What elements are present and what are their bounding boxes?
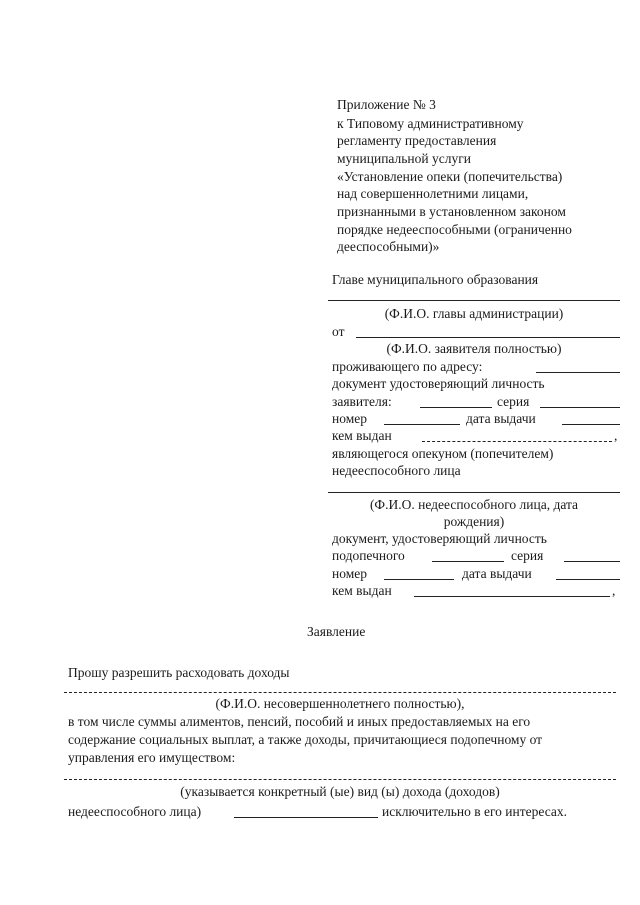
request-text: Прошу разрешить расходовать доходы: [68, 665, 290, 680]
issue-date-label: дата выдачи: [466, 411, 536, 426]
minor-name-field[interactable]: [64, 692, 616, 693]
ward-id-doc-label: документ, удостоверяющий личность: [332, 531, 547, 546]
final-right-text: исключительно в его интересах.: [382, 804, 567, 819]
ward-issue-date-label: дата выдачи: [462, 566, 532, 581]
appendix-line: муниципальной услуги: [337, 151, 471, 166]
number-label: номер: [332, 411, 368, 426]
series-label: серия: [497, 394, 530, 409]
appendix-line: к Типовому административному: [337, 116, 524, 131]
issued-by-field[interactable]: [422, 441, 612, 442]
body-line-3: управления его имуществом:: [68, 750, 236, 765]
residing-label: проживающего по адресу:: [332, 359, 483, 374]
appendix-line: над совершеннолетними лицами,: [337, 186, 529, 201]
ward-series-label: серия: [511, 548, 544, 563]
ward-caption-line-2: рождения): [443, 514, 505, 529]
ward-doc-field[interactable]: [432, 561, 504, 562]
addressee: Главе муниципального образования: [332, 272, 539, 287]
ward-series-field[interactable]: [564, 561, 620, 562]
applicant-caption: (Ф.И.О. заявителя полностью): [386, 341, 562, 356]
id-doc-label: документ удостоверяющий личность: [332, 376, 545, 391]
ward-issued-by-label: кем выдан: [332, 583, 392, 598]
appendix-line: дееспособными)»: [337, 239, 440, 254]
ward-label: подопечного: [332, 548, 405, 563]
income-caption: (указывается конкретный (ые) вид (ы) дохода (доходов): [180, 784, 500, 799]
address-field[interactable]: [536, 372, 620, 373]
from-label: от: [332, 324, 345, 339]
applicant-name-field[interactable]: [356, 337, 620, 338]
minor-caption: (Ф.И.О. несовершеннолетнего полностью),: [215, 696, 465, 711]
appendix-line: признанными в установленном законом: [337, 204, 566, 219]
issued-by-label: кем выдан: [332, 428, 392, 443]
ward-name-field[interactable]: [328, 492, 620, 493]
appendix-line: регламенту предоставления: [337, 133, 497, 148]
body-line-1: в том числе суммы алиментов, пенсий, пособий и иных предоставляемых на его: [68, 714, 531, 729]
head-name-field[interactable]: [328, 300, 620, 301]
series-field[interactable]: [540, 407, 620, 408]
final-left-text: недееспособного лица): [68, 804, 202, 819]
appendix-line: «Установление опеки (попечительства): [337, 169, 563, 184]
comma: ,: [614, 428, 618, 443]
appendix-line: порядке недееспособными (ограниченно: [337, 222, 572, 237]
head-caption: (Ф.И.О. главы администрации): [384, 306, 564, 321]
body-line-2: содержание социальных выплат, а также доходы, причитающиеся подопечному от: [68, 732, 543, 747]
guardian-line-2: недееспособного лица: [332, 463, 461, 478]
ward-comma: ,: [612, 583, 616, 598]
ward-issue-date-field[interactable]: [556, 579, 620, 580]
ward-number-label: номер: [332, 566, 368, 581]
ward-caption-line-1: (Ф.И.О. недееспособного лица, дата: [369, 497, 579, 512]
final-field[interactable]: [234, 817, 378, 818]
appendix-line: Приложение № 3: [337, 97, 436, 112]
guardian-line-1: являющегося опекуном (попечителем): [332, 446, 554, 461]
statement-title: Заявление: [307, 624, 366, 639]
applicant-doc-field[interactable]: [420, 407, 492, 408]
ward-number-field[interactable]: [384, 579, 454, 580]
number-field[interactable]: [384, 424, 460, 425]
income-field[interactable]: [64, 779, 616, 780]
ward-issued-by-field[interactable]: [414, 596, 610, 597]
applicant-label: заявителя:: [332, 394, 392, 409]
issue-date-field[interactable]: [562, 424, 620, 425]
